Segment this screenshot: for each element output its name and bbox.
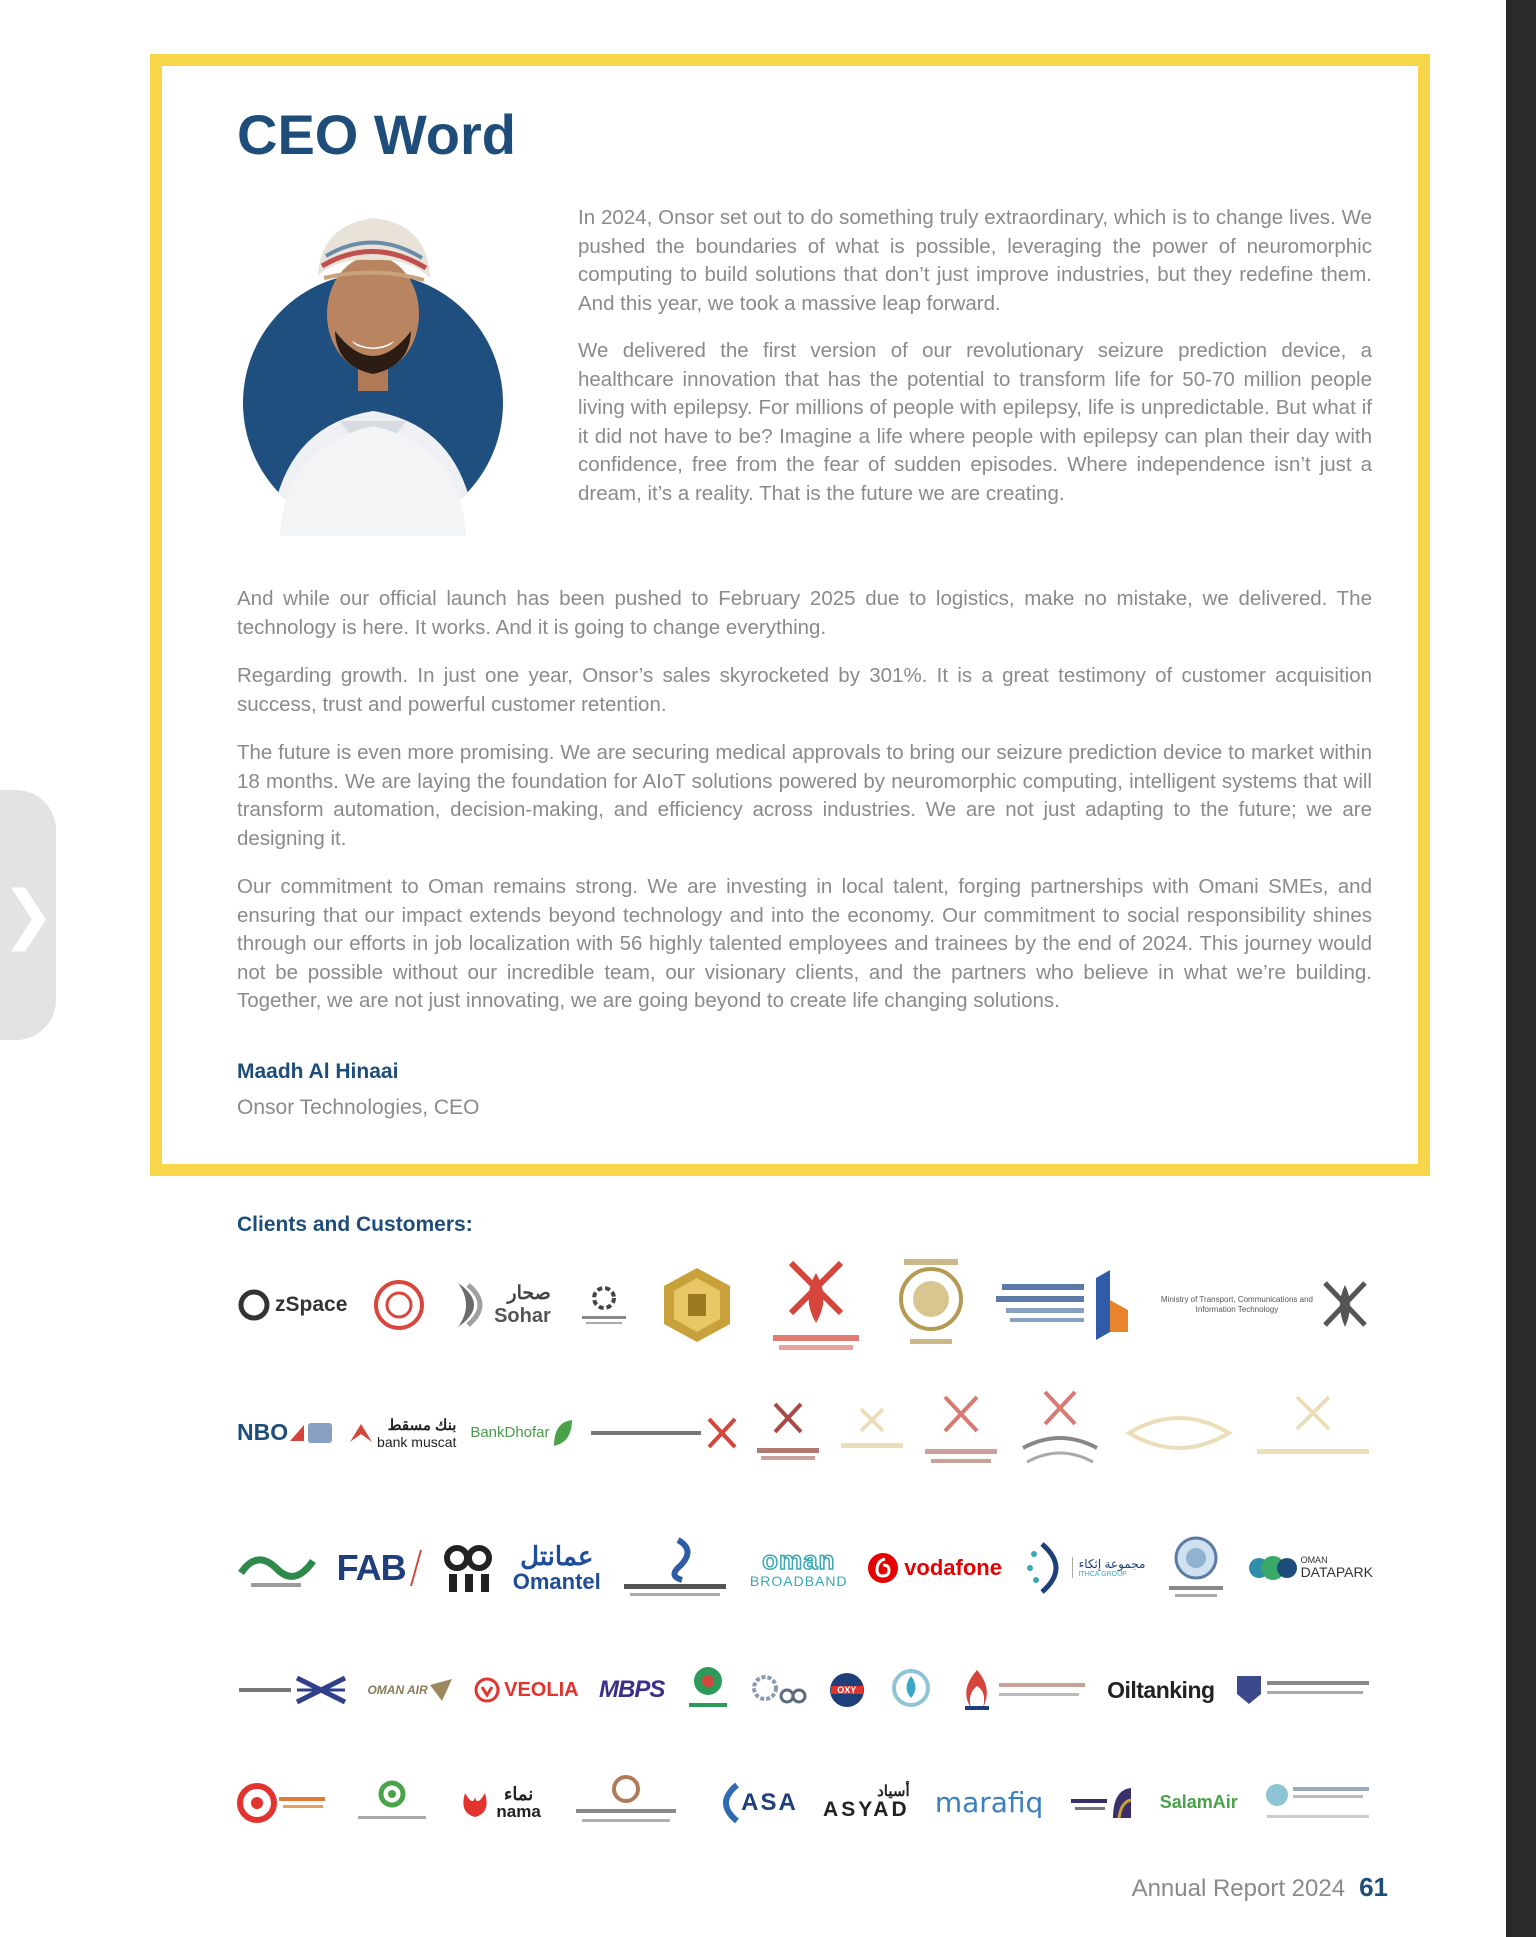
page-footer	[1132, 1872, 1388, 1903]
logo-nbo	[237, 1419, 334, 1446]
logo-oman-post	[237, 1783, 327, 1823]
logo-bank-nizwa	[1069, 1786, 1135, 1820]
logo-globe-seal	[1165, 1534, 1227, 1602]
logo-faded-2	[1119, 1403, 1239, 1463]
veolia-mark-icon	[474, 1677, 500, 1703]
logo-text-broadband: BROADBAND	[749, 1572, 848, 1589]
logo-text-nbo: NBO	[237, 1419, 289, 1445]
logo-text-omantel: Omantel	[512, 1568, 601, 1594]
logo-text-ministry-transport: Ministry of Transport, Communications and Information Technology	[1160, 1295, 1313, 1314]
logo-text-asyad-ar: أسياد	[877, 1783, 910, 1800]
kasbi-icon	[237, 1543, 317, 1593]
emblem-icon	[373, 1279, 425, 1331]
water-drop-icon	[886, 1668, 936, 1712]
logo-emblem-red	[373, 1279, 425, 1331]
zspace-ring-icon	[237, 1288, 271, 1322]
logo-ooredoo	[443, 1540, 493, 1596]
logo-text-zspace: zSpace	[275, 1293, 348, 1316]
seal-icon	[896, 1253, 966, 1357]
bank-nizwa-text-icon	[1069, 1793, 1109, 1813]
faded-crest-2-icon	[1253, 1393, 1373, 1473]
utas-icon	[992, 1270, 1132, 1340]
college-shield-icon	[1235, 1674, 1263, 1706]
logo-ministry-2	[589, 1413, 739, 1453]
paragraph-1: In 2024, Onsor set out to do something truly extraordinary, which is to change lives. We pushed the boundaries of what is possible, leveraging the power of neuromorphic computing to build solutions that don’t just improve industries, but they redefine them. And this year, we took a massive leap forward.	[578, 206, 1372, 315]
logo-zspace	[237, 1288, 347, 1322]
logo-text-salamair: SalamAir	[1159, 1792, 1238, 1812]
logo-oman-datapark	[1247, 1552, 1373, 1584]
ooredoo-mark-icon	[443, 1540, 493, 1596]
badge-50-icon	[306, 1421, 334, 1445]
footer-label: Annual Report 2024	[1131, 1875, 1346, 1902]
logo-faded-1	[837, 1403, 907, 1463]
crest-icon	[753, 1398, 823, 1468]
logo-crest-calligraphy	[1015, 1388, 1105, 1478]
clients-heading: Clients and Customers:	[237, 1213, 473, 1236]
convention-center-icon	[1263, 1781, 1373, 1825]
logo-oman-broadband	[749, 1544, 848, 1589]
logo-flour-mills	[566, 1773, 686, 1833]
viewer-edge	[1506, 0, 1536, 1937]
logo-green-seal	[685, 1663, 731, 1717]
page-number: 61	[1359, 1872, 1388, 1902]
logo-kasbi	[237, 1543, 317, 1593]
logo-text-datapark-1: OMAN	[1300, 1555, 1328, 1565]
logo-bankmuscat	[348, 1416, 456, 1450]
logo-ithca	[1022, 1540, 1146, 1596]
logo-row-4	[237, 1655, 1373, 1725]
logo-water-drop	[886, 1668, 936, 1712]
logo-bankdhofar	[470, 1416, 575, 1450]
logo-circle-chain	[751, 1670, 807, 1710]
ithca-dots-icon	[1022, 1540, 1072, 1596]
logo-vodafone	[867, 1552, 1002, 1584]
logo-text-bankdhofar: BankDhofar	[470, 1424, 550, 1441]
faded-crest-icon	[837, 1403, 907, 1463]
paragraph-6: Our commitment to Oman remains strong. We are investing in local talent, forging partnerships with Omani SMEs, and ensuring that our impact extends beyond technology and into the economy. Our commitment to social responsibility shines through our efforts in job localization with 56 highly talented employees and trainees by the end of 2024. This journey would not be possible without our incredible team, our visionary clients, and the partners who believe in what we’re building. Together, we are not just innovating, we are going beyond to create life changing solutions.	[237, 875, 1372, 1012]
paragraph-2: We delivered the first version of our revolutionary seizure prediction device, a healthcare innovation that has the potential to transform life for 50-70 million people living with epilepsy. For millions of people with epilepsy, life is unpredictable. But what if it did not have to be? Imagine a life where people with epilepsy can plan their day with confidence, free from the fear of sudden episodes. Where independence isn’t just a dream, it’s a reality. That is the future we are creating.	[578, 339, 1372, 505]
logo-fab	[337, 1546, 424, 1590]
gold-seal-icon	[658, 1266, 736, 1344]
logo-green-ring	[352, 1778, 432, 1828]
signature-title: Onsor Technologies, CEO	[237, 1096, 480, 1119]
logo-sohar	[450, 1277, 551, 1333]
logo-text-asa: ASA	[741, 1788, 798, 1816]
green-seal-icon	[685, 1663, 731, 1717]
paragraph-3: And while our official launch has been pushed to February 2025 due to logistics, make no mistake, we delivered. The technology is here. It works. And it is going to change everything.	[237, 587, 1372, 639]
college-text-icon	[1263, 1675, 1373, 1705]
logo-row-2	[237, 1385, 1373, 1480]
logo-omantel	[513, 1542, 601, 1594]
logo-text-oiltanking: Oiltanking	[1107, 1676, 1215, 1703]
logo-crest-pink	[921, 1393, 1001, 1473]
logo-text-sohar-ar: صحار	[507, 1283, 551, 1304]
logo-utas	[992, 1270, 1132, 1340]
logo-tra	[620, 1536, 730, 1600]
logo-text-fab: FAB	[336, 1546, 406, 1588]
logo-asyad	[823, 1784, 910, 1821]
logo-text-bankmuscat-ar: بنك مسقط	[387, 1416, 457, 1434]
paragraph-5: The future is even more promising. We are securing medical approvals to bring our seizure prediction device to market within 18 months. We are laying the foundation for AIoT solutions powered by neuromorphic computing, intelligent systems that will transform automation, decision-making, and efficiency across industries. We are not just adapting to the future; we are designing it.	[237, 741, 1372, 850]
paragraph-4: Regarding growth. In just one year, Onsor’s sales skyrocketed by 301%. It is a great testimony of customer acquisition success, trust and powerful customer retention.	[237, 664, 1372, 716]
logo-oxy	[828, 1671, 866, 1709]
logo-crest-small	[753, 1398, 823, 1468]
bank-nizwa-mark-icon	[1109, 1786, 1135, 1820]
flower-icon	[576, 1280, 632, 1330]
green-ring-icon	[352, 1778, 432, 1828]
logo-convention-center	[1263, 1781, 1373, 1825]
logo-row-1	[237, 1255, 1373, 1355]
chevron-right-icon: ❯	[1, 878, 55, 952]
logo-oiltanking	[1107, 1677, 1214, 1704]
logo-text-asyad: ASYAD	[823, 1798, 910, 1821]
nama-mark-icon	[457, 1783, 493, 1823]
logo-text-omantel-ar: عمانتل	[520, 1540, 594, 1571]
page-title: CEO Word	[237, 103, 516, 166]
logo-faded-3	[1253, 1393, 1373, 1473]
datapark-blobs-icon	[1247, 1552, 1299, 1584]
logo-ministry-transport	[1157, 1275, 1373, 1335]
logo-row-5	[237, 1765, 1373, 1840]
logo-text-bankmuscat: bank muscat	[377, 1433, 457, 1450]
vodafone-mark-icon	[867, 1552, 899, 1584]
flour-mills-icon	[566, 1773, 686, 1833]
logo-oman-red-crest	[761, 1253, 871, 1357]
logo-asa	[711, 1781, 798, 1825]
globe-seal-icon	[1165, 1534, 1227, 1602]
logo-text-mbps: MBPS	[599, 1676, 665, 1703]
asa-wave-icon	[711, 1781, 741, 1825]
logo-text-nama-ar: نماء	[503, 1783, 534, 1804]
tra-swirl-icon	[620, 1536, 730, 1600]
ceo-portrait	[240, 196, 512, 536]
calligraphy-crest-icon	[1015, 1388, 1105, 1478]
fab-flag-icon	[406, 1546, 424, 1590]
logo-text-veolia: VEOLIA	[504, 1678, 579, 1701]
logo-oman-air	[367, 1677, 453, 1703]
logo-marafiq	[935, 1786, 1044, 1819]
logo-text-ithca: ITHCA GROUP	[1078, 1571, 1127, 1578]
ports-waves-icon	[237, 1670, 347, 1710]
logo-nama	[457, 1783, 540, 1823]
logo-salamair	[1160, 1792, 1238, 1813]
logo-row-3	[237, 1525, 1373, 1610]
logo-development-bank	[576, 1280, 632, 1330]
signature-name: Maadh Al Hinaai	[237, 1060, 399, 1083]
logo-veolia	[474, 1677, 578, 1703]
logo-gold-emblem	[658, 1266, 736, 1344]
logo-mbps	[599, 1676, 664, 1704]
chain-icon	[751, 1670, 807, 1710]
khanjar-crest-icon	[761, 1253, 871, 1357]
logo-college	[1235, 1674, 1373, 1706]
oman-crest-icon	[1317, 1275, 1373, 1335]
next-page-tab[interactable]	[0, 790, 56, 1040]
logo-text-oman-air: OMAN AIR	[367, 1683, 428, 1697]
logo-text-oman: oman	[762, 1544, 836, 1575]
logo-ports	[237, 1670, 347, 1710]
logo-text-ithca-ar: مجموعة إثكاء	[1078, 1557, 1146, 1571]
oman-air-mark-icon	[428, 1677, 454, 1703]
logo-royal-seal	[896, 1253, 966, 1357]
logo-text-nama: nama	[496, 1801, 541, 1821]
logo-text-sohar: Sohar	[494, 1305, 551, 1327]
flame-icon	[957, 1668, 997, 1712]
crest-pink-icon	[921, 1393, 1001, 1473]
dhofar-leaf-icon	[550, 1416, 576, 1450]
logo-text-vodafone: vodafone	[904, 1554, 1002, 1580]
oman-post-icon	[237, 1783, 277, 1823]
oil-services-text-icon	[997, 1675, 1087, 1705]
logo-text-datapark-2: DATAPARK	[1300, 1564, 1373, 1580]
logo-oil-services	[957, 1668, 1087, 1712]
bankmuscat-mark-icon	[348, 1420, 374, 1446]
oman-post-text-icon	[277, 1791, 327, 1815]
sohar-wave-icon	[450, 1277, 492, 1333]
logo-text-marafiq: marafiq	[934, 1786, 1044, 1819]
faded-ornament-icon	[1119, 1403, 1239, 1463]
ministry-crest-icon	[589, 1413, 739, 1453]
logo-text-oxy: OXY	[837, 1685, 857, 1695]
nbo-mark-icon	[288, 1423, 306, 1443]
